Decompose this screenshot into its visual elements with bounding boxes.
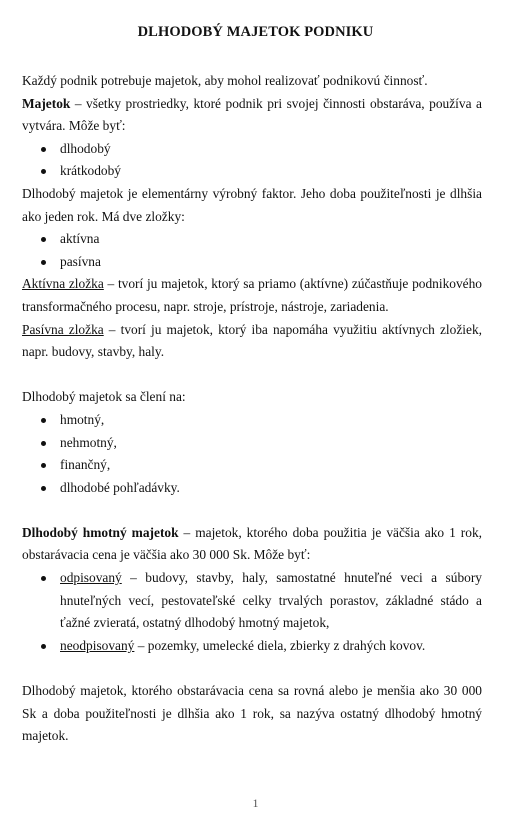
pasivna-zlozka-text: – tvorí ju majetok, ktorý iba napomáha využitiu aktívnych zložiek, napr. budovy, stavby, haly. [22,321,482,360]
aktivna-zlozka-paragraph [22,273,482,318]
list-item: pasívna [22,251,482,274]
page-number: 1 [252,796,259,810]
hmotny-majetok-term: Dlhodobý hmotný majetok [22,524,179,540]
majetok-definition-text: – všetky prostriedky, ktoré podnik pri svojej činnosti obstaráva, používa a vytvára. Môže byť: [22,95,482,134]
list-item: krátkodobý [22,160,482,183]
closing-paragraph: Dlhodobý majetok, ktorého obstarávacia cena sa rovná alebo je menšia ako 30 000 Sk a doba použiteľnosti je dlhšia ako 1 rok, sa nazýva ostatný dlhodobý hmotný majetok. [22,683,482,744]
odpisovany-text: – budovy, stavby, haly, samostatné hnuteľné veci a súbory hnuteľných vecí, pestovateľské celky trvalých porastov, základné stádo a ťažné zvieratá, ostatný dlhodobý hmotný majetok, [60,570,482,631]
list-item: nehmotný, [22,432,482,455]
neodpisovany-term: neodpisovaný [60,637,135,653]
pasivna-zlozka-term: Pasívna zložka [22,321,104,337]
list-item: dlhodobé pohľadávky. [22,477,482,500]
aktivna-zlozka-text: – tvorí ju majetok, ktorý sa priamo (aktívne) zúčastňuje podnikového transformačného procesu, napr. stroje, prístroje, nástroje, zariadenia. [22,276,482,314]
list-item [22,635,482,658]
majetok-definition [22,93,482,138]
neodpisovany-text: – pozemky, umelecké diela, zbierky z drahých kovov. [134,637,426,653]
hmotny-types-list [22,567,482,657]
page-title: DLHODOBÝ MAJETOK PODNIKU [137,24,374,40]
list-item: hmotný, [22,409,482,432]
dlhodoby-definition: Dlhodobý majetok je elementárny výrobný faktor. Jeho doba použiteľnosti je dlhšia ako jeden rok. Má dve zložky: [22,185,482,224]
list-item [22,567,482,635]
spacer [22,657,482,680]
majetok-term: Majetok [22,95,71,111]
odpisovany-term: odpisovaný [60,570,122,586]
clenenie-list [22,409,482,499]
spacer [22,499,482,522]
clenenie-heading: Dlhodobý majetok sa člení na: [22,389,186,405]
zlozky-list [22,228,482,273]
intro-paragraph: Každý podnik potrebuje majetok, aby mohol realizovať podnikovú činnosť. [22,73,428,88]
spacer [22,364,482,387]
list-item: aktívna [22,228,482,251]
list-item: dlhodobý [22,138,482,161]
document-body [22,70,482,748]
majetok-types-list [22,138,482,183]
hmotny-majetok-text: – majetok, ktorého doba použitia je väčšia ako 1 rok, obstarávacia cena je väčšia ako 30 000 Sk. Môže byť: [22,524,482,563]
list-item: finančný, [22,454,482,477]
pasivna-zlozka-paragraph [22,319,482,364]
aktivna-zlozka-term: Aktívna zložka [22,276,104,292]
hmotny-majetok-definition [22,522,482,567]
